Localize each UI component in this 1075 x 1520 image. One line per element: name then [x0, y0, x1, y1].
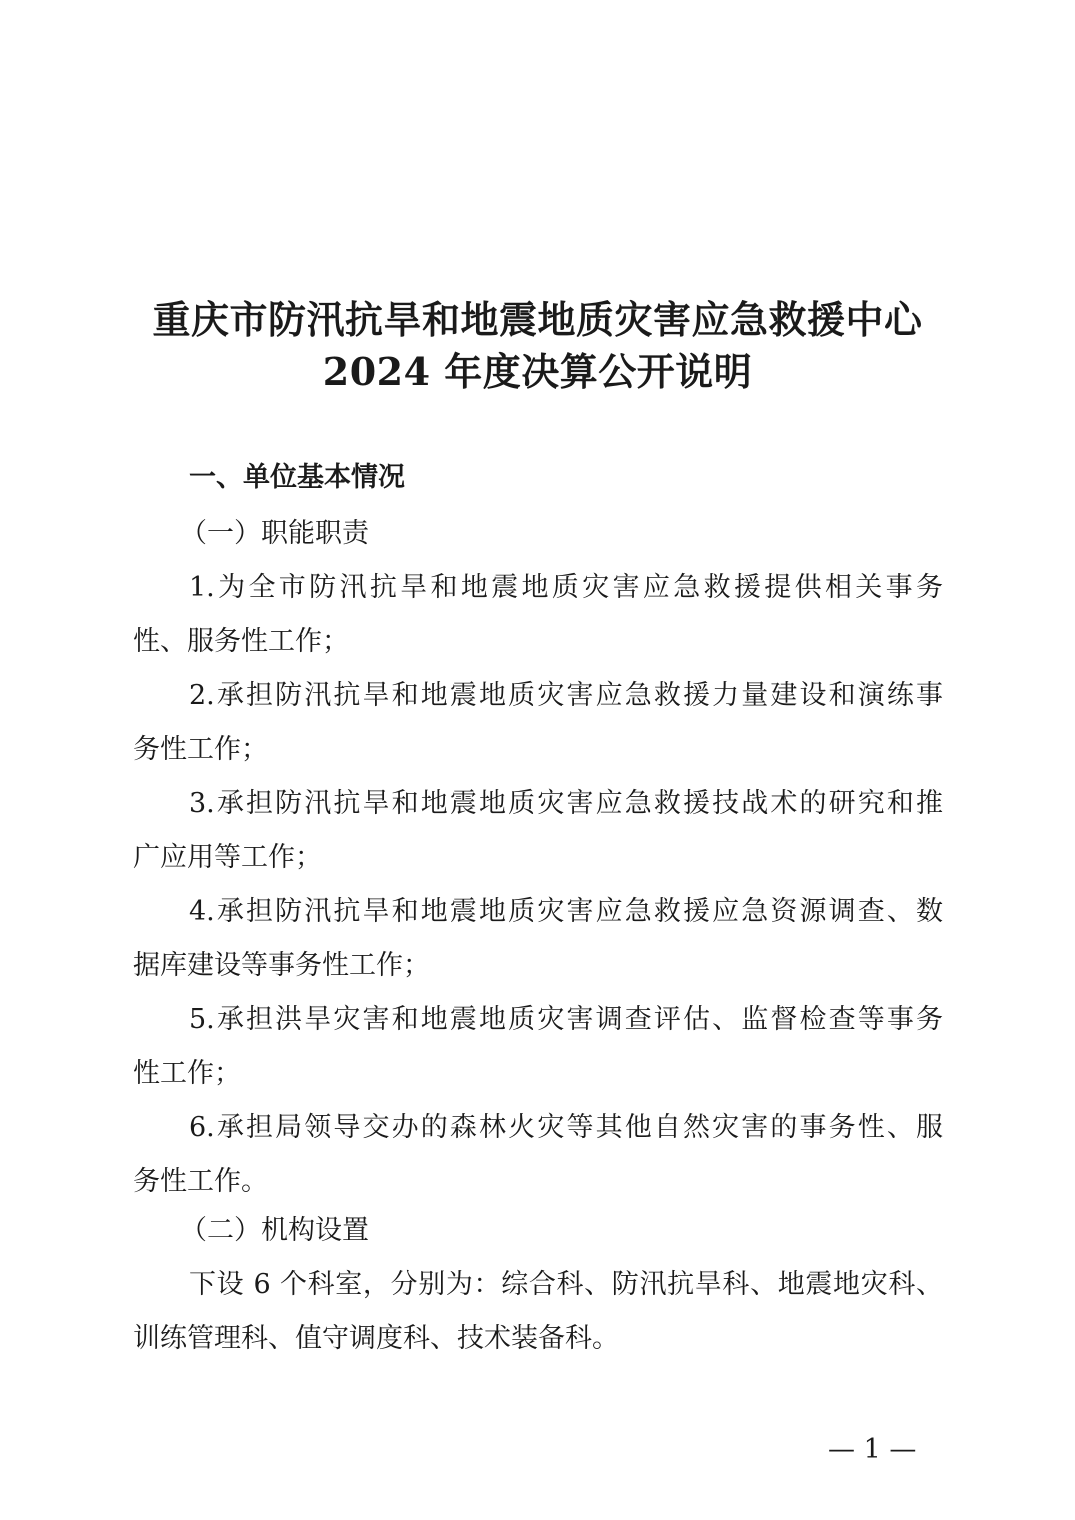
duty-item-6-line1: 6.承担局领导交办的森林火灾等其他自然灾害的事务性、服 [189, 1112, 943, 1143]
duty-item-2-line2: 务性工作； [133, 734, 268, 765]
duty-item-5-line1: 5.承担洪旱灾害和地震地质灾害调查评估、监督检查等事务 [189, 1004, 943, 1035]
duty-item-5-line2: 性工作； [133, 1058, 241, 1089]
document-title-line1: 重庆市防汛抗旱和地震地质灾害应急救援中心 [152, 297, 923, 342]
duty-item-4-line1: 4.承担防汛抗旱和地震地质灾害应急救援应急资源调查、数 [189, 896, 943, 927]
subsection-heading-duties: （一）职能职责 [180, 518, 369, 549]
document-title-line2: 2024 年度决算公开说明 [322, 349, 753, 394]
section-heading-basic-info: 一、单位基本情况 [189, 462, 405, 493]
duty-item-6-line2: 务性工作。 [133, 1166, 268, 1197]
organization-text-line1: 下设 6 个科室，分别为：综合科、防汛抗旱科、地震地灾科、 [189, 1269, 943, 1300]
duty-item-2-line1: 2.承担防汛抗旱和地震地质灾害应急救援力量建设和演练事 [189, 680, 943, 711]
organization-text-line2: 训练管理科、值守调度科、技术装备科。 [133, 1323, 619, 1354]
duty-item-1-line2: 性、服务性工作； [133, 626, 349, 657]
duty-item-4-line2: 据库建设等事务性工作； [133, 950, 430, 981]
page-number: — 1 — [828, 1434, 917, 1465]
duty-item-3-line2: 广应用等工作； [133, 842, 322, 873]
duty-item-3-line1: 3.承担防汛抗旱和地震地质灾害应急救援技战术的研究和推 [189, 788, 943, 819]
duty-item-1-line1: 1.为全市防汛抗旱和地震地质灾害应急救援提供相关事务 [189, 572, 943, 603]
subsection-heading-organization: （二）机构设置 [180, 1215, 369, 1246]
